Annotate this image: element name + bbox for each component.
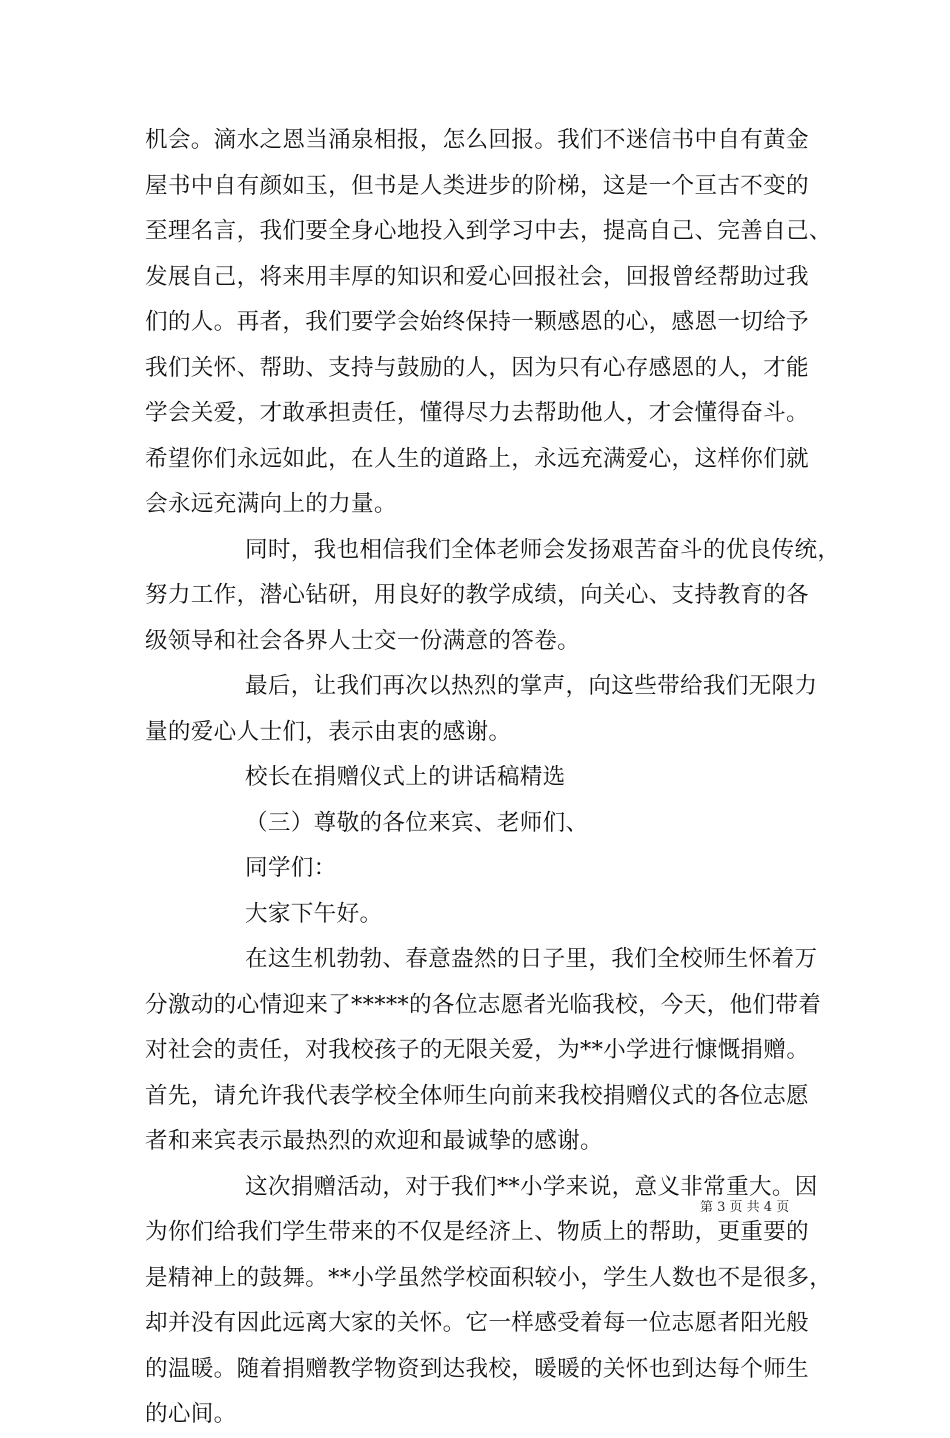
text-line: 者和来宾表示最热烈的欢迎和最诚挚的感谢。 (145, 1128, 603, 1154)
text-line: 却并没有因此远离大家的关怀。它一样感受着每一位志愿者阳光般 (145, 1310, 809, 1336)
text-line: 至理名言，我们要全身心地投入到学习中去，提高自己、完善自己、 (145, 218, 832, 244)
section-title: 校长在捐赠仪式上的讲话稿精选 (245, 764, 566, 790)
text-line: 们的人。再者，我们要学会始终保持一颗感恩的心，感恩一切给予 (145, 309, 809, 335)
text-line: 希望你们永远如此，在人生的道路上，永远充满爱心，这样你们就 (145, 445, 809, 472)
text-line: 会永远充满向上的力量。 (145, 491, 397, 517)
salutation-line: 同学们： (245, 855, 337, 881)
text-line: 分激动的心情迎来了*****的各位志愿者光临我校，今天，他们带着 (145, 991, 822, 1018)
text-line: 量的爱心人士们，表示由衷的感谢。 (145, 718, 512, 745)
text-line: 的心间。 (145, 1401, 237, 1427)
text-line: 我们关怀、帮助、支持与鼓励的人，因为只有心存感恩的人，才能 (145, 354, 809, 381)
text-line: 发展自己，将来用丰厚的知识和爱心回报社会，回报曾经帮助过我 (145, 263, 809, 290)
text-line: 首先，请允许我代表学校全体师生向前来我校捐赠仪式的各位志愿 (145, 1082, 809, 1109)
paragraph-start-line: 同时，我也相信我们全体老师会发扬艰苦奋斗的优良传统， (245, 536, 841, 563)
text-line: 机会。滴水之恩当涌泉相报，怎么回报。我们不迷信书中自有黄金 (145, 127, 809, 153)
paragraph-start-line: 最后，让我们再次以热烈的掌声，向这些带给我们无限力 (245, 673, 818, 699)
text-line: 学会关爱，才敢承担责任，懂得尽力去帮助他人，才会懂得奋斗。 (145, 400, 809, 426)
document-body (145, 118, 841, 1438)
text-line: 的温暖。随着捐赠教学物资到达我校，暖暖的关怀也到达每个师生 (145, 1355, 809, 1382)
paragraph-start-line: 这次捐赠活动，对于我们**小学来说，意义非常重大。因 (245, 1173, 818, 1200)
text-line: 级领导和社会各界人士交一份满意的答卷。 (145, 627, 580, 654)
text-line: 是精神上的鼓舞。**小学虽然学校面积较小，学生人数也不是很多， (145, 1264, 833, 1291)
text-line: 屋书中自有颜如玉，但书是人类进步的阶梯，这是一个亘古不变的 (145, 172, 809, 199)
text-line: 为你们给我们学生带来的不仅是经济上、物质上的帮助，更重要的 (145, 1219, 809, 1245)
page-number: 第 3 页 共 4 页 (700, 1200, 790, 1215)
text-line: 努力工作，潜心钻研，用良好的教学成绩，向关心、支持教育的各 (145, 582, 809, 608)
greeting-line: 大家下午好。 (245, 900, 383, 927)
paragraph-start-line: 在这生机勃勃、春意盎然的日子里，我们全校师生怀着万 (245, 946, 818, 972)
text-line: 对社会的责任，对我校孩子的无限关爱，为**小学进行慷慨捐赠。 (145, 1037, 810, 1063)
salutation-line: （三）尊敬的各位来宾、老师们、 (245, 809, 589, 836)
